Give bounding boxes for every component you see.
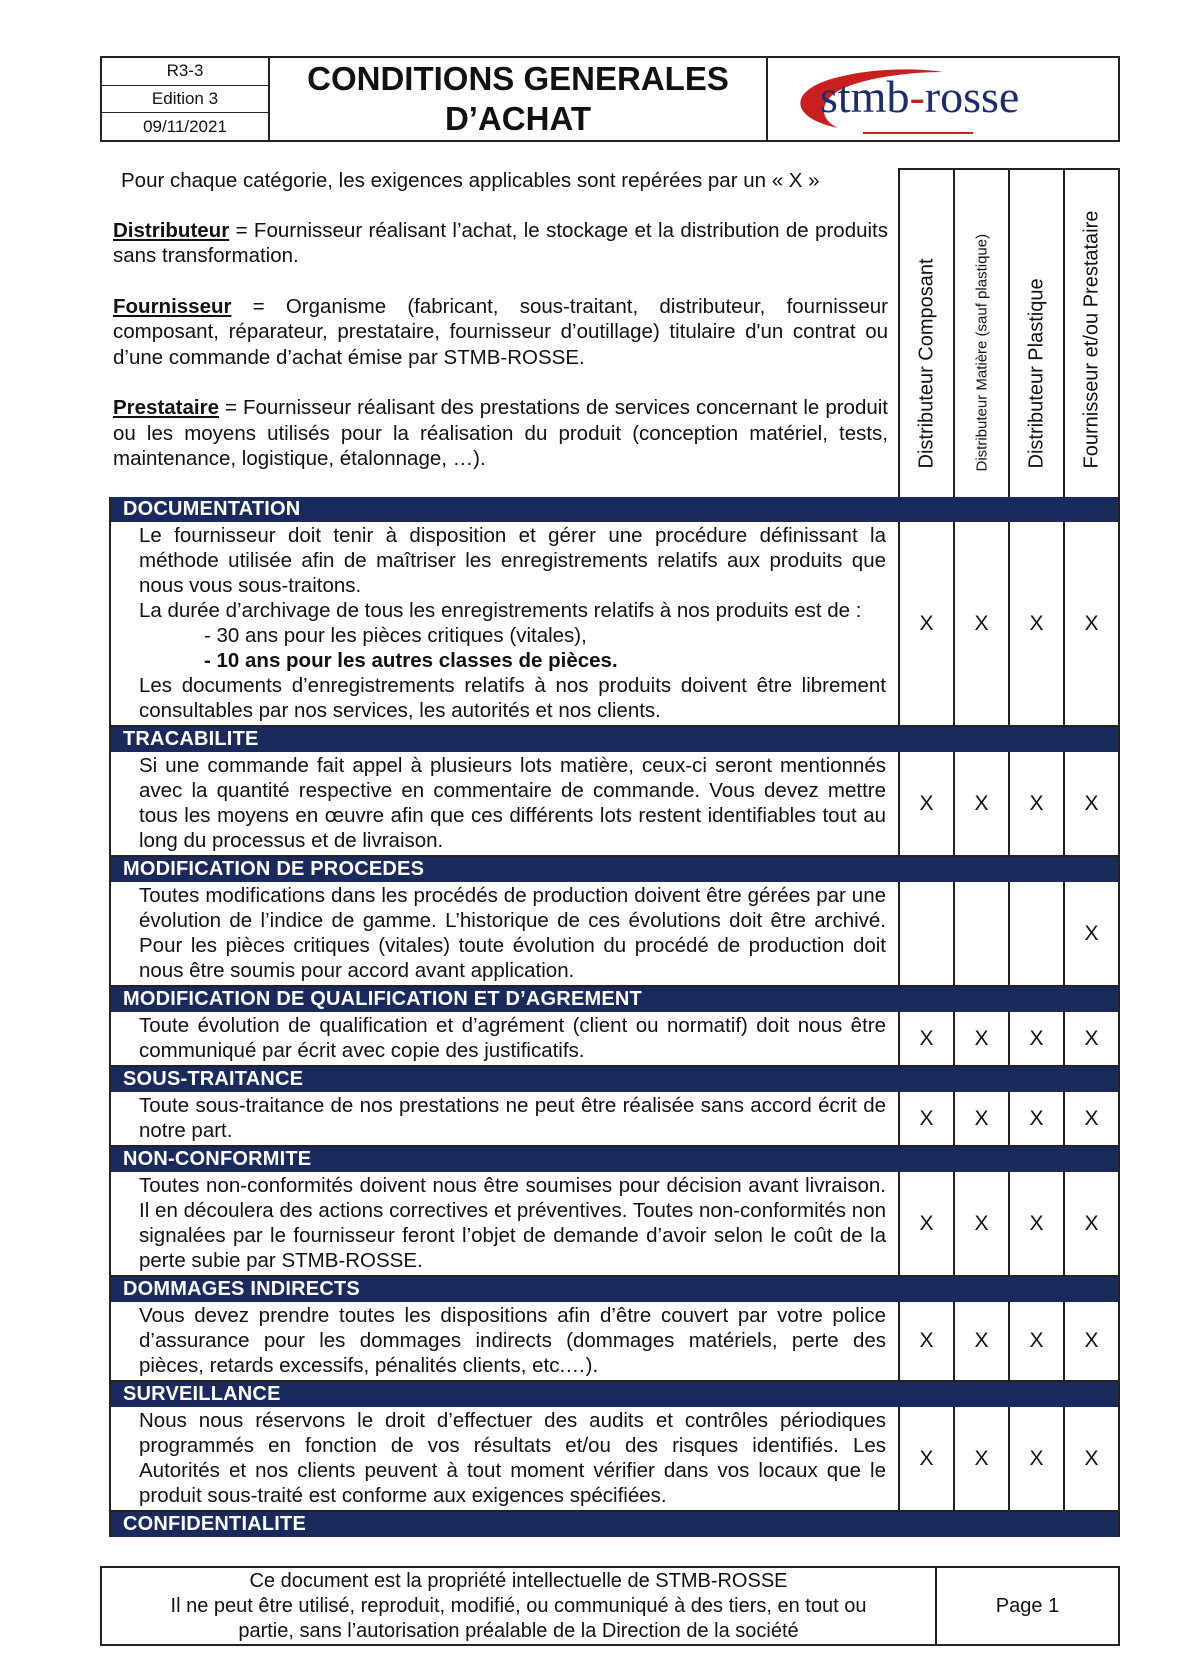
mark-cell: X (1010, 752, 1065, 855)
mark-cell: X (900, 1407, 955, 1510)
mark-cell: X (955, 1092, 1010, 1145)
section-marks (900, 752, 1118, 855)
mark-cell: X (1010, 1302, 1065, 1380)
definition-text: = Organisme (fabricant, sous-traitant, distributeur, fournisseur composant, réparateur, prestataire, fournisseur d’outillage) titulaire d'un contrat ou d’une commande d’achat émise par STMB-ROSSE. (113, 294, 888, 369)
mark-cell: X (955, 1407, 1010, 1510)
mark-cell: X (1084, 1106, 1099, 1130)
logo-text-part: rosse (924, 71, 1020, 122)
section-marks (900, 522, 1118, 725)
mark-cell: X (1084, 1446, 1099, 1470)
section-text (111, 752, 900, 855)
definition-prestataire (113, 395, 888, 472)
section-marks (900, 1172, 1118, 1275)
section-title: MODIFICATION DE QUALIFICATION ET D’AGREMENT (111, 987, 1118, 1012)
section-text (111, 1302, 900, 1380)
section-text (111, 1407, 900, 1510)
definition-fournisseur (113, 294, 888, 371)
section-list-item: - 10 ans pour les autres classes de pièces. (204, 649, 618, 672)
intro-block (113, 168, 888, 497)
mark-cell: X (1084, 1329, 1099, 1352)
mark-cell: X (955, 1012, 1010, 1065)
definition-distributeur (113, 218, 888, 269)
mark-cell: X (900, 1092, 955, 1145)
definition-term: Distributeur (113, 218, 230, 242)
section-text (111, 882, 900, 985)
mark-cell: X (900, 522, 955, 725)
section-paragraph: Toute sous-traitance de nos prestations ne peut être réalisée sans accord écrit de notre part. (139, 1094, 886, 1142)
document-reference: R3-3 (102, 58, 268, 86)
mark-cell (955, 882, 1010, 985)
section-paragraph: Toutes modifications dans les procédés de production doivent être gérées par une évolution de l’indice de gamme. L’historique de ces évolutions doit être archivé. Pour les pièces critiques (vitales) toute évolution du procédé de production doit nous être soumis pour accord avant application. (139, 884, 886, 982)
footer-line: Ce document est la propriété intellectuelle de STMB-ROSSE (249, 1569, 788, 1592)
mark-cell (900, 882, 955, 985)
section-title: SOUS-TRAITANCE (111, 1067, 1118, 1092)
section-list-item: - 30 ans pour les pièces critiques (vitales), (204, 624, 587, 647)
company-logo (768, 58, 1118, 140)
column-distributeur-composant: Distributeur Composant (900, 170, 955, 498)
section-title: DOCUMENTATION (111, 497, 1118, 522)
section-text (111, 1172, 900, 1275)
mark-cell (1010, 882, 1065, 985)
mark-cell: X (1084, 1026, 1099, 1050)
section-paragraph: Vous devez prendre toutes les dispositions afin d’être couvert par votre police d’assurance pour les dommages indirects (dommages matériels, perte des pièces, retards excessifs, pénalités clients, etc.…). (139, 1304, 886, 1377)
mark-cell: X (900, 1012, 955, 1065)
category-column-headers (898, 168, 1120, 498)
section-paragraph: Si une commande fait appel à plusieurs lots matière, ceux-ci seront mentionnés avec la quantité respective en commentaire de commande. Vous devez mettre tous les moyens en œuvre afin que ces différents lots restent identifiables tout au long du processus et de livraison. (139, 754, 886, 852)
section-title: MODIFICATION DE PROCEDES (111, 857, 1118, 882)
logo-text-part: stmb (820, 71, 910, 122)
section-title: NON-CONFORMITE (111, 1147, 1118, 1172)
mark-cell: X (900, 752, 955, 855)
section-row (111, 1302, 1118, 1382)
column-distributeur-plastique: Distributeur Plastique (1010, 170, 1065, 498)
section-text (111, 1092, 900, 1145)
footer-line: partie, sans l’autorisation préalable de la Direction de la société (238, 1619, 799, 1642)
requirements-table (109, 497, 1120, 1537)
page-number: Page 1 (995, 1594, 1060, 1617)
section-title: CONFIDENTIALITE (111, 1512, 1118, 1537)
mark-cell: X (900, 1302, 955, 1380)
section-marks (900, 882, 1118, 985)
column-fournisseur-prestataire: Fournisseur et/ou Prestataire (1080, 210, 1102, 469)
document-edition: Edition 3 (102, 86, 268, 114)
section-title: SURVEILLANCE (111, 1382, 1118, 1407)
section-title: TRACABILITE (111, 727, 1118, 752)
mark-cell: X (1010, 1012, 1065, 1065)
section-row (111, 522, 1118, 727)
mark-cell: X (1084, 921, 1099, 945)
section-paragraph: Le fournisseur doit tenir à disposition et gérer une procédure définissant la méthode utilisée afin de maîtriser les enregistrements relatifs aux produits que nous vous sous-traitons. (139, 524, 886, 597)
svg-text:stmb-rosse (820, 71, 1019, 122)
mark-cell: X (1084, 611, 1099, 635)
document-title-line2: D’ACHAT (444, 100, 592, 137)
section-text (111, 522, 900, 725)
section-title: DOMMAGES INDIRECTS (111, 1277, 1118, 1302)
definition-text: = Fournisseur réalisant des prestations de services concernant le produit ou les moyens utilisés pour la réalisation du produit (conception matériel, tests, maintenance, logistique, étalonnage, …). (113, 396, 888, 470)
section-paragraph: Toutes non-conformités doivent nous être soumises pour décision avant livraison. Il en découlera des actions correctives et préventives. Toutes non-conformités non signalées par le fournisseur feront l’objet de demande d’avoir selon le coût de la perte subie par STMB-ROSSE. (139, 1174, 886, 1272)
section-row (111, 1012, 1118, 1067)
section-paragraph: Nous nous réservons le droit d’effectuer des audits et contrôles périodiques programmés en fonction de vos résultats et/ou des risques identifiés. Les Autorités et nos clients peuvent à tout moment vérifier dans vos locaux que le produit sous-traité est conforme aux exigences spécifiées. (139, 1409, 886, 1507)
mark-cell: X (1084, 791, 1099, 815)
mark-cell: X (900, 1172, 955, 1275)
mark-cell: X (955, 1302, 1010, 1380)
document-header (100, 56, 1120, 142)
document-title (270, 58, 768, 140)
section-row (111, 1407, 1118, 1512)
mark-cell: X (955, 522, 1010, 725)
mark-cell: X (1010, 1172, 1065, 1275)
definition-term: Fournisseur (113, 294, 232, 318)
section-row (111, 752, 1118, 857)
mark-cell: X (1084, 1211, 1099, 1235)
section-row (111, 1172, 1118, 1277)
document-title-line1: CONDITIONS GENERALES (307, 60, 729, 97)
column-distributeur-matiere: Distributeur Matière (sauf plastique) (955, 170, 1010, 498)
definition-text: = Fournisseur réalisant l’achat, le stockage et la distribution de produits sans transformation. (113, 218, 888, 267)
document-meta (102, 58, 270, 140)
section-paragraph: La durée d’archivage de tous les enregistrements relatifs à nos produits est de : (139, 599, 862, 622)
document-footer (100, 1566, 1120, 1646)
section-paragraph: Les documents d’enregistrements relatifs à nos produits doivent être librement consultables par nos services, les autorités et nos clients. (139, 674, 886, 722)
mark-cell: X (1010, 1092, 1065, 1145)
logo-text-part: - (909, 71, 925, 122)
section-marks (900, 1302, 1118, 1380)
mark-cell: X (1010, 1407, 1065, 1510)
section-marks (900, 1092, 1118, 1145)
section-marks (900, 1012, 1118, 1065)
section-row (111, 882, 1118, 987)
section-marks (900, 1407, 1118, 1510)
mark-cell: X (1010, 522, 1065, 725)
section-paragraph: Toute évolution de qualification et d’agrément (client ou normatif) doit nous être communiqué par écrit avec copie des justificatifs. (139, 1014, 886, 1062)
intro-lead: Pour chaque catégorie, les exigences applicables sont repérées par un « X » (121, 169, 820, 192)
mark-cell: X (955, 752, 1010, 855)
footer-line: Il ne peut être utilisé, reproduit, modifié, ou communiqué à des tiers, en tout ou (170, 1594, 867, 1617)
document-date: 09/11/2021 (143, 116, 227, 136)
section-row (111, 1092, 1118, 1147)
definition-term: Prestataire (113, 396, 219, 419)
footer-notice (102, 1568, 937, 1644)
logo-swoosh-icon (768, 58, 1118, 140)
mark-cell: X (955, 1172, 1010, 1275)
section-text (111, 1012, 900, 1065)
